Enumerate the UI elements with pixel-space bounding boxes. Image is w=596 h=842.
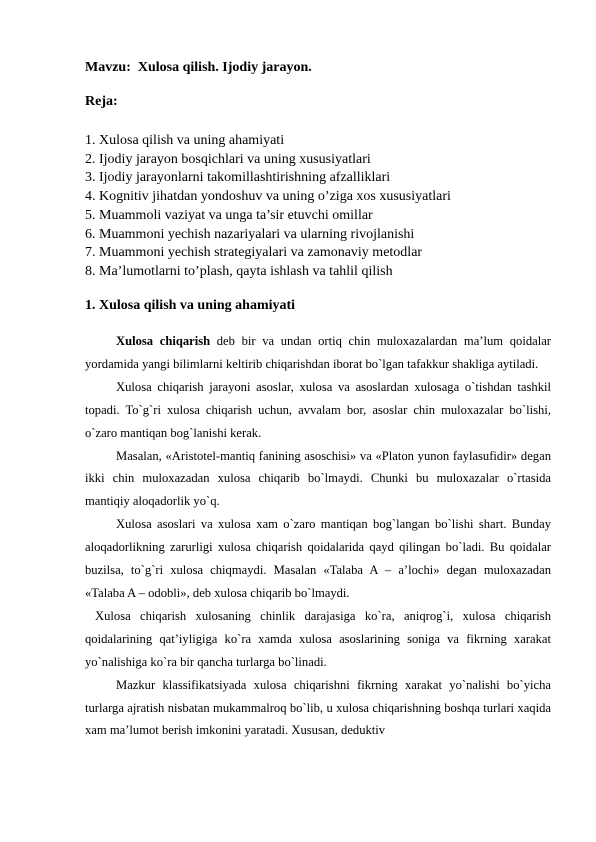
plan-item: 7. Muammoni yechish strategiyalari va zamonaviy metodlar <box>85 245 423 261</box>
plan-item: 1. Xulosa qilish va uning ahamiyati <box>85 133 285 148</box>
plan-item: 8. Ma’lumotlarni to’plash, qayta ishlash va tahlil qilish <box>85 263 393 279</box>
paragraph: Xulosa chiqarish jarayoni asoslar, xulosa va asoslardan xulosaga o`tishdan tashkil topadi. To`g`ri xulosa chiqarish uchun, avvalam bor, asoslar chin muloxazalar bo`lishi, o`zaro mantiqan bog`lanishi kerak. <box>85 379 551 440</box>
defined-term: Xulosa chiqarish <box>116 334 211 348</box>
paragraph: Mazkur klassifikatsiyada xulosa chiqarishni fikrning xarakat yo`nalishi bo`yicha turlarga ajratish nisbatan mukammalroq bo`lib, u xulosa chiqarishning boshqa turlari xaqida xam ma’lumot berish imkonini yaratadi. Xususan, deduktiv <box>85 677 551 738</box>
plan-list <box>85 132 451 282</box>
plan-heading: Reja: <box>85 94 118 109</box>
plan-item: 6. Muammoni yechish nazariyalari va ularning rivojlanishi <box>85 226 415 242</box>
paragraph: Xulosa asoslari va xulosa xam o`zaro mantiqan bog`langan bo`lishi shart. Bunday aloqadorlikning zarurligi xulosa chiqarish qoidalarida qayd qilingan bo`ladi. Bu qoidalar buzilsa, to`g`ri xulosa chiqmaydi. Masalan «Talaba A – a’lochi» degan muloxazadan «Talaba A – odobli», deb xulosa chiqarib bo`lmaydi. <box>85 517 551 600</box>
definition-text: deb bir va undan ortiq chin muloxazalardan ma’lum qoidalar yordamida yangi bilimlarni keltirib chiqarishdan iborat bo`lgan tafakkur shakliga aytiladi. <box>85 334 551 371</box>
plan-item: 2. Ijodiy jarayon bosqichlari va uning xususiyatlari <box>85 151 371 167</box>
section-heading: 1. Xulosa qilish va uning ahamiyati <box>85 298 296 313</box>
paragraph: Xulosa chiqarish xulosaning chinlik darajasiga ko`ra, aniqrog`i, xulosa chiqarish qoidalarining qat’iyligiga ko`ra xamda xulosa asoslarining soniga va fikrning xarakat yo`nalishiga ko`ra bir qancha turlarga bo`linadi. <box>85 608 551 669</box>
paragraph-definition <box>85 330 551 376</box>
plan-item: 5. Muammoli vaziyat va unga ta’sir etuvchi omillar <box>85 207 373 223</box>
plan-item: 3. Ijodiy jarayonlarni takomillashtirishning afzalliklari <box>85 170 391 186</box>
paragraph: Masalan, «Aristotel-mantiq fanining asoschisi» va «Platon yunon faylasufidir» degan ikki chin muloxazadan xulosa chiqarib bo`lmaydi. Chunki bu muloxazalar o`rtasida mantiqiy aloqadorlik yo`q. <box>85 448 551 509</box>
plan-item: 4. Kognitiv jihatdan yondoshuv va uning o’ziga xos xususiyatlari <box>85 189 451 205</box>
topic-title: Mavzu: Xulosa qilish. Ijodiy jarayon. <box>85 60 312 75</box>
body-text <box>85 330 551 742</box>
